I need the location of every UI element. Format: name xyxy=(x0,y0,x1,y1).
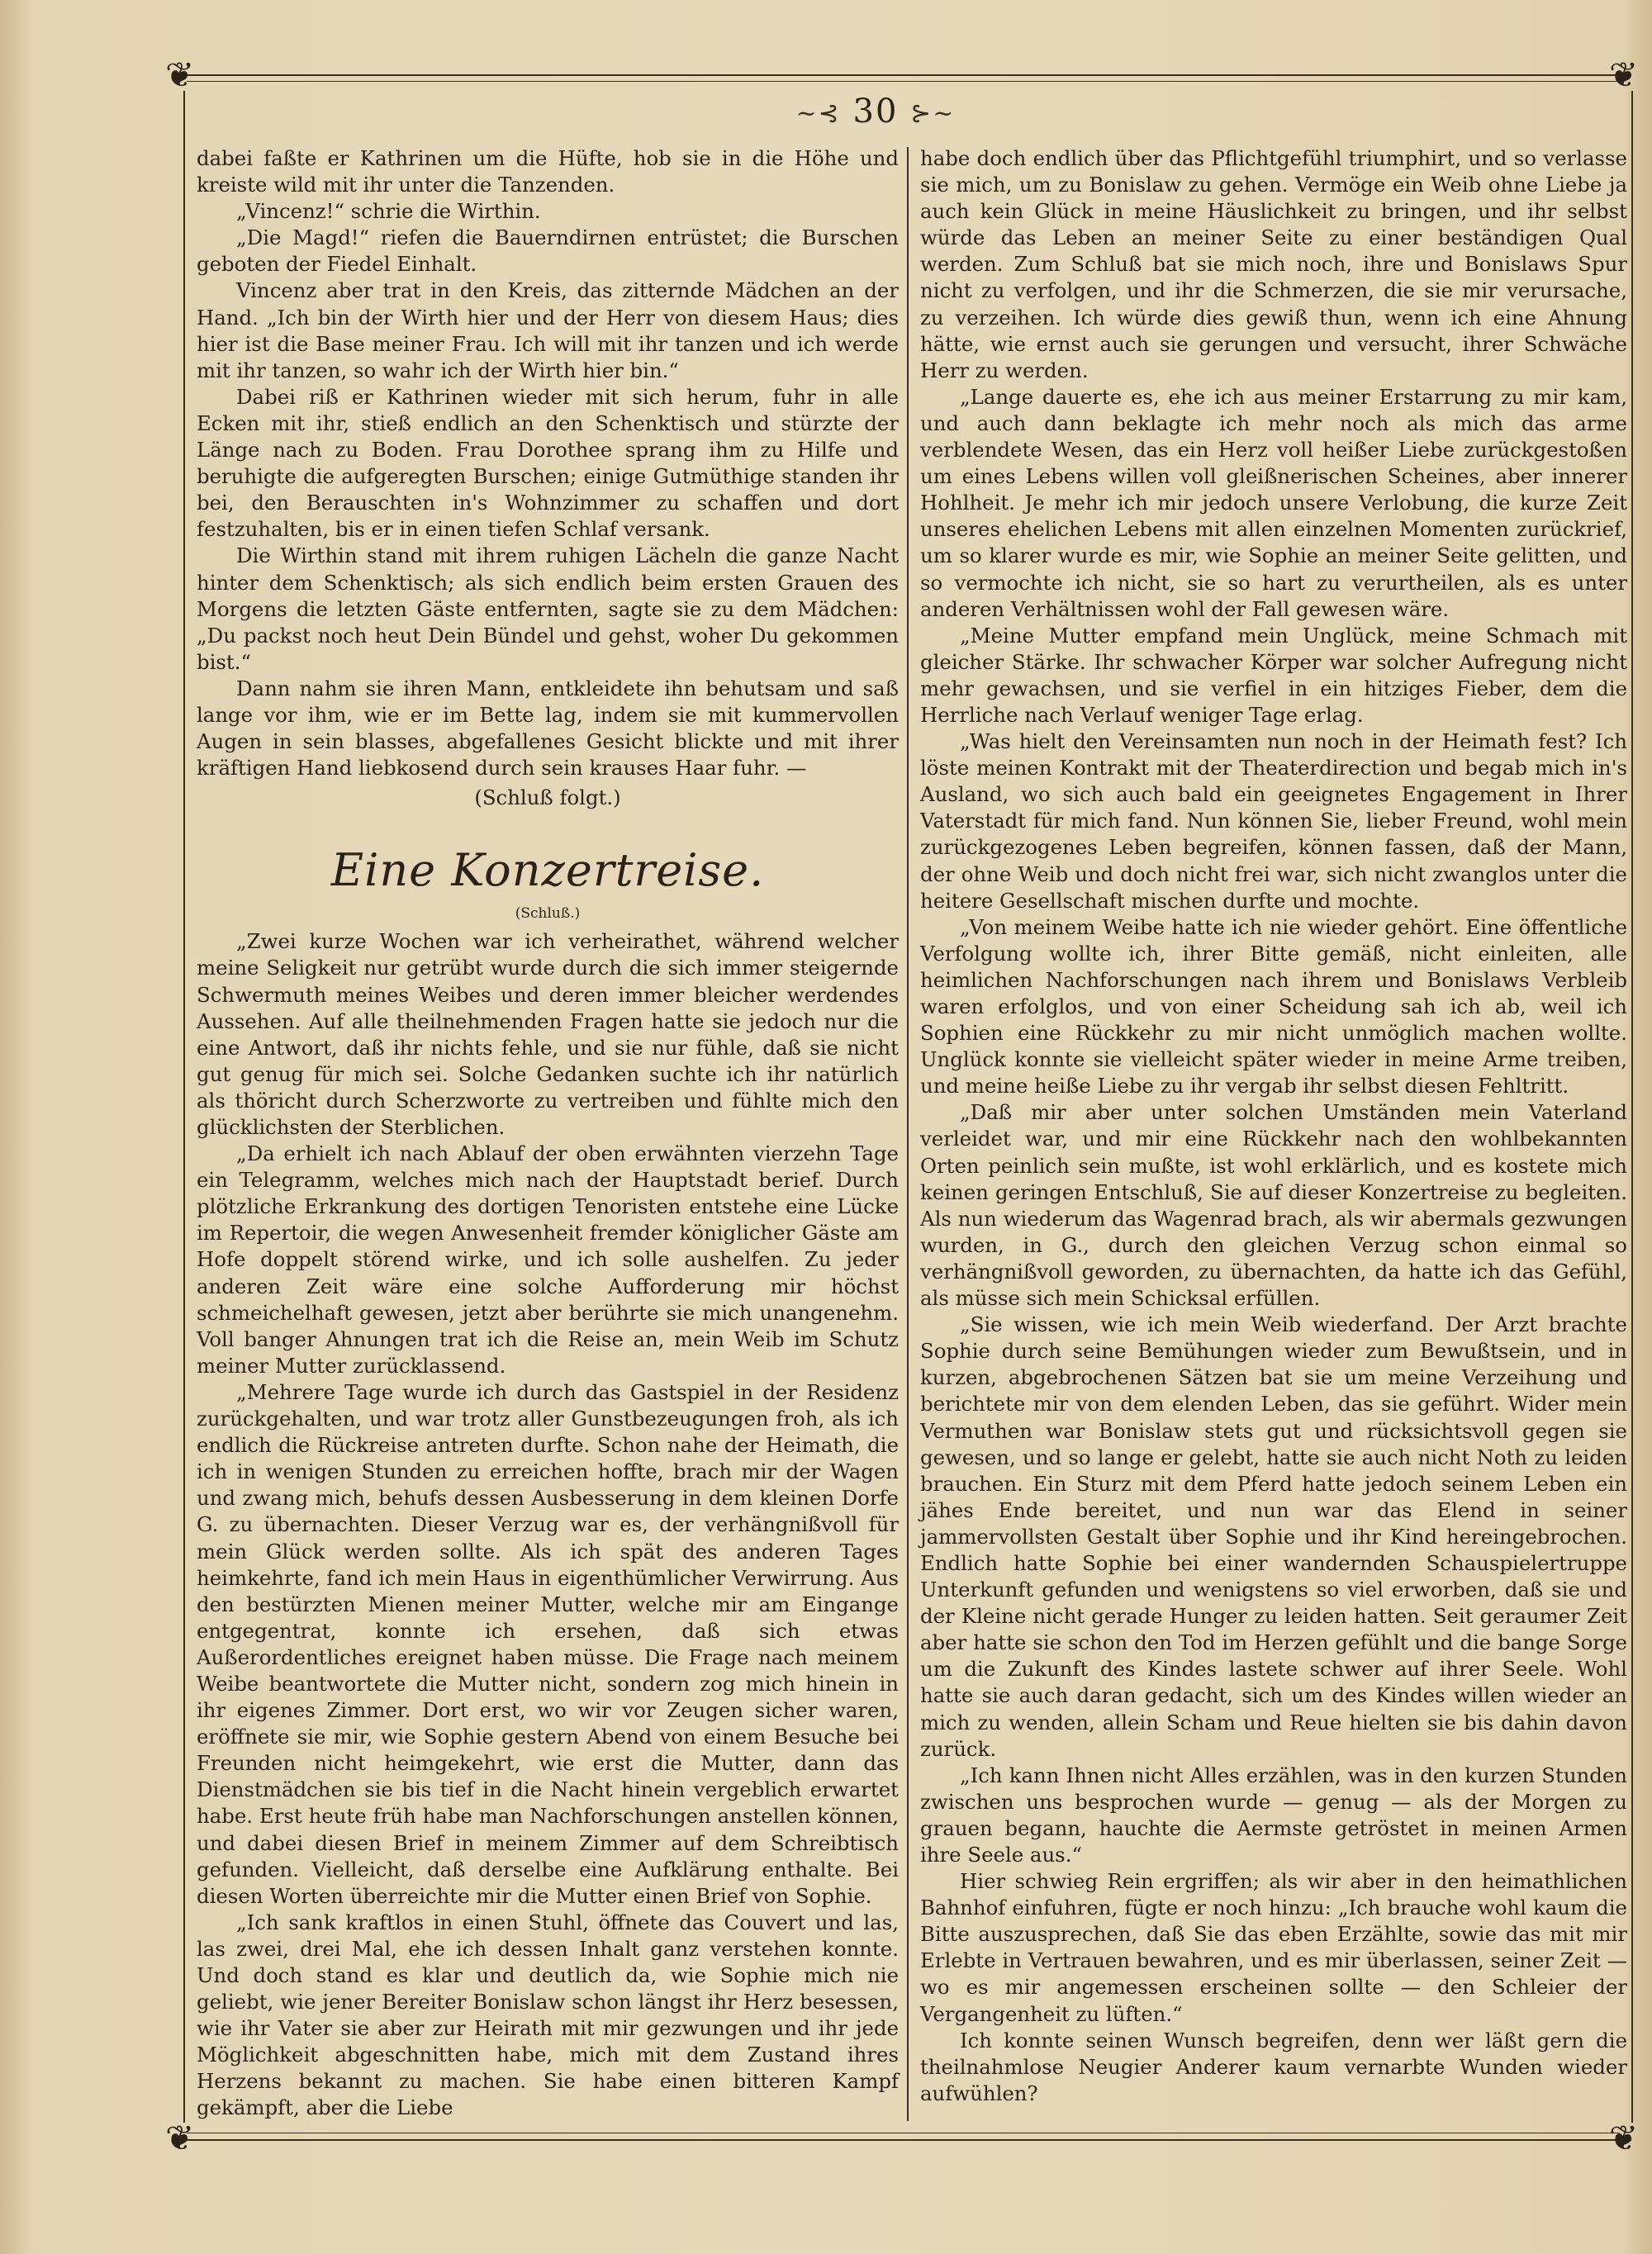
paragraph: habe doch endlich über das Pflichtgefühl triumphirt, und so verlasse sie mich, um zu Bonislaw zu gehen. Vermöge ein Weib ohne Liebe ja auch kein Glück in meine Häuslichkeit zu bringen, und ihr selbst würde das Leben an meiner Seite zu einer beständigen Qual werden. Zum Schluß bat sie mich noch, ihre und Bonislaws Spur nicht zu verfolgen, und ihr die Schmerzen, die sie mir verursache, zu verzeihen. Ich würde dies gewiß thun, wenn ich eine Ahnung hätte, wie ernst auch sie gerungen und versucht, ihrer Schwäche Herr zu werden. xyxy=(920,146,1627,382)
section-title: Eine Konzertreise. xyxy=(330,844,765,897)
paragraph: „Ich kann Ihnen nicht Alles erzählen, was in den kurzen Stunden zwischen uns besprochen wurde — genug — als der Morgen zu grauen begann, hauchte die Aermste getröstet in meinen Armen ihre Seele aus.“ xyxy=(920,1763,1627,1867)
floral-corner-ornament-icon: ❦ xyxy=(165,55,195,95)
paragraph: Hier schwieg Rein ergriffen; als wir aber in den heimathlichen Bahnhof einfuhren, fügte er noch hinzu: „Ich brauche wohl kaum die Bitte auszusprechen, daß Sie das eben Erzählte, sowie das mit mir Erlebte in Vertrauen bewahren, und es mir überlassen, seiner Zeit — wo es mir angemessen erscheinen sollte — den Schleier der Vergangenheit zu lüften.“ xyxy=(920,1869,1627,2026)
left-border-rule xyxy=(183,91,185,2123)
page-number-header xyxy=(776,89,975,136)
floral-corner-ornament-icon: ❦ xyxy=(165,2118,195,2158)
continued-note: (Schluß folgt.) xyxy=(474,785,621,810)
column-divider xyxy=(907,147,909,2121)
left-column xyxy=(197,145,899,2122)
swash-ornament-icon: ~⊰ xyxy=(795,99,841,128)
paragraph: „Die Magd!“ riefen die Bauerndirnen entrüstet; die Burschen geboten der Fiedel Einhalt. xyxy=(197,225,899,277)
paragraph: „Da erhielt ich nach Ablauf der oben erwähnten vierzehn Tage ein Telegramm, welches mich nach der Hauptstadt berief. Durch plötzliche Erkrankung des dortigen Tenoristen entstehe eine Lücke im Repertoir, die wegen Anwesenheit fremder königlicher Gäste am Hofe doppelt störend wirke, und ich solle aushelfen. Zu jeder anderen Zeit wäre eine solche Aufforderung mir höchst schmeichelhaft gewesen, jetzt aber berührte sie mich unangenehm. Voll banger Ahnungen trat ich die Reise an, mein Weib im Schutz meiner Mutter zurücklassend. xyxy=(197,1141,899,1378)
paragraph: „Sie wissen, wie ich mein Weib wiederfand. Der Arzt brachte Sophie durch seine Bemühungen wieder zum Bewußtsein, und in kurzen, abgebrochenen Sätzen bat sie um meine Verzeihung und berichtete mir von dem elenden Leben, das sie geführt. Wider mein Vermuthen war Bonislaw stets gut und rücksichtsvoll gegen sie gewesen, und so lange er gelebt, hatte sie auch nicht Noth zu leiden brauchen. Ein Sturz mit dem Pferd hatte jedoch seinem Leben ein jähes Ende bereitet, und nun war das Elend in seiner jammervollsten Gestalt über Sophie und ihr Kind hereingebrochen. Endlich hatte Sophie bei einer wandernden Schauspielertruppe Unterkunft gefunden und wenigstens so viel erworben, daß sie und der Kleine nicht gerade Hunger zu leiden hatten. Seit geraumer Zeit aber hatte sie schon den Tod im Herzen gefühlt und die bange Sorge um die Zukunft des Kindes lastete schwer auf ihrer Seele. Wohl hatte sie auch daran gedacht, sich um des Kindes willen wieder an mich zu wenden, allein Scham und Reue hielten sie bis dahin davon zurück. xyxy=(920,1312,1627,1761)
paragraph: Dabei riß er Kathrinen wieder mit sich herum, fuhr in alle Ecken mit ihr, stieß endlich an den Schenktisch und stürzte der Länge nach zu Boden. Frau Dorothee sprang ihm zu Hilfe und beruhigte die aufgeregten Burschen; einige Gutmüthige standen ihr bei, den Berauschten in's Wohnzimmer zu schaffen und dort festzuhalten, bis er in einen tiefen Schlaf versank. xyxy=(197,384,899,542)
paragraph: Ich konnte seinen Wunsch begreifen, denn wer läßt gern die theilnahmlose Neugier Anderer kaum vernarbte Wunden wieder aufwühlen? xyxy=(920,2028,1627,2105)
paragraph: dabei faßte er Kathrinen um die Hüfte, hob sie in die Höhe und kreiste wild mit ihr unter die Tanzenden. xyxy=(197,146,899,197)
top-border-rule-inner xyxy=(187,81,1620,82)
paragraph: „Meine Mutter empfand mein Unglück, meine Schmach mit gleicher Stärke. Ihr schwacher Körper war solcher Aufregung nicht mehr gewachsen, und sie verfiel in ein hitziges Fieber, dem die Herrliche nach Verlauf weniger Tage erlag. xyxy=(920,623,1627,727)
paragraph: „Von meinem Weibe hatte ich nie wieder gehört. Eine öffentliche Verfolgung wollte ich, ihrer Bitte gemäß, nicht einleiten, alle heimlichen Nachforschungen nach ihrem und Bonislaws Verbleib waren erfolglos, und von einer Scheidung sah ich ab, weil ich Sophien eine Rückkehr zu mir nicht unmöglich machen wollte. Unglück konnte sie vielleicht später wieder in meine Arme treiben, und meine heiße Liebe zu ihr vergab ihr selbst diesen Fehltritt. xyxy=(920,914,1627,1099)
paragraph: Die Wirthin stand mit ihrem ruhigen Lächeln die ganze Nacht hinter dem Schenktisch; als sich endlich beim ersten Grauen des Morgens die letzten Gäste entfernten, sagte sie zu dem Mädchen: „Du packst noch heut Dein Bündel und gehst, woher Du gekommen bist.“ xyxy=(197,543,899,674)
paragraph: Vincenz aber trat in den Kreis, das zitternde Mädchen an der Hand. „Ich bin der Wirth hier und der Herr von diesem Haus; dies hier ist die Base meiner Frau. Ich will mit ihr tanzen und ich werde mit ihr tanzen, so wahr ich der Wirth hier bin.“ xyxy=(197,278,899,382)
right-border-rule xyxy=(1631,91,1633,2123)
top-border-rule xyxy=(173,74,1631,76)
paragraph: „Lange dauerte es, ehe ich aus meiner Erstarrung zu mir kam, und auch dann beklagte ich mehr noch als mich das arme verblendete Wesen, das ein Herz voll heißer Liebe zurückgestoßen um eines Lebens willen voll gleißnerischen Scheines, aber innerer Hohlheit. Je mehr ich mir jedoch unsere Verlobung, die kurze Zeit unseres ehelichen Lebens mit allen einzelnen Momenten zurückrief, um so klarer wurde es mir, wie Sophie an meiner Seite gelitten, und so vermochte ich nicht, sie so hart zu verurtheilen, als es unter anderen Verhältnissen wohl der Fall gewesen wäre. xyxy=(920,384,1627,621)
paragraph: „Ich sank kraftlos in einen Stuhl, öffnete das Couvert und las, las zwei, drei Mal, ehe ich dessen Inhalt ganz verstehen konnte. Und doch stand es klar und deutlich da, wie Sophie mich nie geliebt, wie jener Bereiter Bonislaw schon längst ihr Herz besessen, wie ihr Vater sie aber zur Heirath mit mir gezwungen und ihr jede Möglichkeit abgeschnitten habe, mich mit dem Zustand ihres Herzens bekannt zu machen. Sie habe einen bitteren Kampf gekämpft, aber die Liebe xyxy=(197,1910,899,2120)
paragraph: „Daß mir aber unter solchen Umständen mein Vaterland verleidet war, und mir eine Rückkehr nach den wohlbekannten Orten peinlich sein mußte, ist wohl erklärlich, und es kostete mich keinen geringen Entschluß, Sie auf dieser Konzertreise zu begleiten. Als nun wiederum das Wagenrad brach, als wir abermals gezwungen wurden, in G., durch den gleichen Verzug schon einmal so verhängnißvoll geworden, zu übernachten, da hatte ich das Gefühl, als müsse sich mein Schicksal erfüllen. xyxy=(920,1100,1627,1311)
right-column xyxy=(920,145,1627,2107)
paragraph: Dann nahm sie ihren Mann, entkleidete ihn behutsam und saß lange vor ihm, wie er im Bette lag, indem sie mit kummervollen Augen in sein blasses, abgefallenes Gesicht blickte und mit ihrer kräftigen Hand liebkosend durch sein krauses Haar fuhr. — xyxy=(197,676,899,781)
floral-corner-ornament-icon: ❦ xyxy=(1609,2118,1639,2158)
paragraph: „Zwei kurze Wochen war ich verheirathet, während welcher meine Seligkeit nur getrübt wurde durch die sich immer steigernde Schwermuth meines Weibes und deren immer bleicher werdendes Aussehen. Auf alle theilnehmenden Fragen hatte sie jedoch nur die eine Antwort, daß ihr nichts fehle, und sie nur fühle, daß sie nicht gut genug für mich sei. Solche Gedanken suchte ich ihr natürlich als thöricht durch Scherzworte zu vertreiben und fühlte mich den glücklichsten der Sterblichen. xyxy=(197,929,899,1139)
paragraph: „Vincenz!“ schrie die Wirthin. xyxy=(236,199,541,224)
swash-ornament-icon: ⊱~ xyxy=(910,99,956,128)
section-subtitle: (Schluß.) xyxy=(515,905,581,923)
paragraph: „Was hielt den Vereinsamten nun noch in der Heimath fest? Ich löste meinen Kontrakt mit der Theaterdirection und begab mich in's Ausland, wo sich auch bald ein geeignetes Engagement in Ihrer Vaterstadt für mich fand. Nun können Sie, lieber Freund, wohl mein zurückgezogenes Leben begreifen, können fassen, daß der Mann, der ohne Weib und doch nicht frei war, sich nicht zwanglos unter die heitere Gesellschaft mischen durfte und mochte. xyxy=(920,729,1627,913)
paragraph: „Mehrere Tage wurde ich durch das Gastspiel in der Residenz zurückgehalten, und war trotz aller Gunstbezeugungen froh, als ich endlich die Rückreise antreten durfte. Schon nahe der Heimath, die ich in wenigen Stunden zu erreichen hoffte, brach mir der Wagen und zwang mich, behufs dessen Ausbesserung in dem kleinen Dorfe G. zu übernachten. Dieser Verzug war es, der verhängnißvoll für mein Glück werden sollte. Als ich spät des anderen Tages heimkehrte, fand ich mein Haus in eigenthümlicher Verwirrung. Aus den bestürzten Mienen meiner Mutter, welche mir am Eingange entgegentrat, konnte ich ersehen, daß sich etwas Außerordentliches ereignet haben müsse. Die Frage nach meinem Weibe beantwortete die Mutter nicht, sondern zog mich hinein in ihr eigenes Zimmer. Dort erst, wo wir vor Zeugen sicher waren, eröffnete sie mir, wie Sophie gestern Abend von einem Besuche bei Freunden nicht heimgekehrt, wie erst die Mutter, dann das Dienstmädchen sie bis tief in die Nacht hinein vergeblich erwartet habe. Erst heute früh habe man Nachforschungen anstellen können, und dabei diesen Brief in meinem Zimmer auf dem Schreibtisch gefunden. Vielleicht, daß derselbe eine Aufklärung enthalte. Bei diesen Worten überreichte mir die Mutter einen Brief von Sophie. xyxy=(197,1379,899,1908)
floral-corner-ornament-icon: ❦ xyxy=(1609,55,1639,95)
bottom-border-rule xyxy=(173,2139,1631,2141)
page-number: 30 xyxy=(852,93,899,130)
